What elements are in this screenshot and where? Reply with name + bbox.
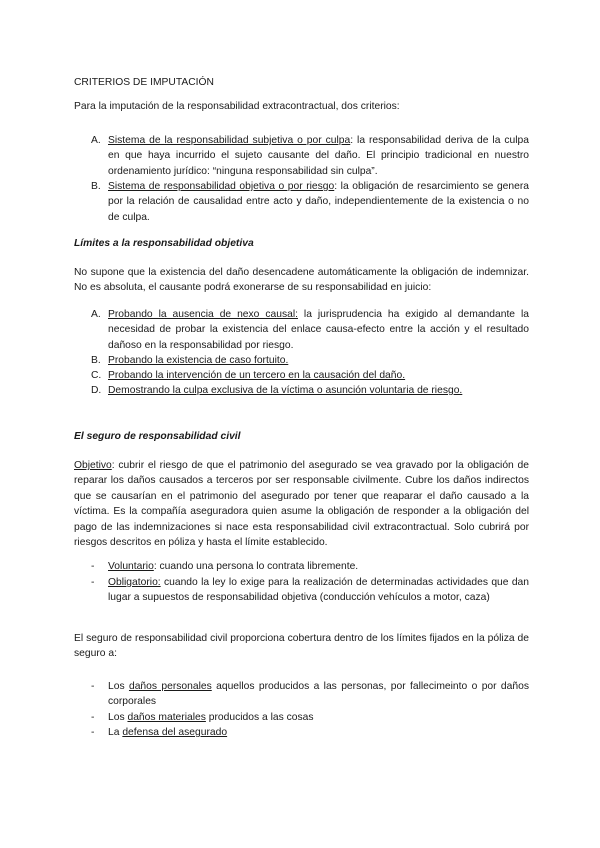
term: daños materiales bbox=[127, 712, 206, 723]
intro-paragraph: Para la imputación de la responsabilidad extracontractual, dos criterios: bbox=[74, 101, 400, 112]
list-marker: C. bbox=[91, 370, 102, 381]
list-item bbox=[91, 710, 529, 725]
list-item bbox=[91, 353, 529, 368]
list-item bbox=[91, 133, 529, 179]
list-marker: B. bbox=[91, 355, 101, 366]
item-text: aquellos producidos a las personas, por fallecimeinto o por daños corporales bbox=[108, 681, 529, 708]
list-marker: B. bbox=[91, 181, 101, 192]
list-item bbox=[91, 725, 529, 740]
term: Probando la ausencia de nexo causal: bbox=[108, 309, 298, 320]
list-marker: - bbox=[91, 681, 95, 692]
term: Probando la existencia de caso fortuito. bbox=[108, 355, 289, 366]
list-item bbox=[91, 307, 529, 353]
item-prefix: Los bbox=[108, 712, 128, 723]
item-text: producidos a las cosas bbox=[205, 712, 314, 723]
term: Obligatorio: bbox=[108, 577, 161, 588]
list-marker: - bbox=[91, 561, 95, 572]
paragraph: El seguro de responsabilidad civil proporciona cobertura dentro de los límites fijados en la póliza de seguro a: bbox=[74, 633, 529, 660]
term: defensa del asegurado bbox=[122, 727, 228, 738]
paragraph: No supone que la existencia del daño desencadene automáticamente la obligación de indemnizar. No es absoluta, el causante podrá exonerarse de su responsabilidad en juicio: bbox=[74, 267, 529, 294]
list-item bbox=[91, 559, 529, 574]
item-text: : cuando una persona lo contrata libremente. bbox=[153, 561, 359, 572]
list-marker: A. bbox=[91, 309, 101, 320]
section-heading: El seguro de responsabilidad civil bbox=[74, 431, 241, 442]
item-text: : la responsabilidad deriva de la culpa en que haya incurrido el sujeto causante del daño. El principio tradicional en nuestro ordenamiento jurídico: “ninguna responsabilidad sin culpa”. bbox=[108, 135, 529, 177]
list-marker: A. bbox=[91, 135, 101, 146]
term: Voluntario bbox=[108, 561, 154, 572]
list-item bbox=[91, 679, 529, 710]
paragraph-text: : cubrir el riesgo de que el patrimonio del asegurado se vea gravado por la obligación de reparar los daños causados a terceros por ser responsable civilmente. Cubre los daños indirectos que se causarían en el patrimonio del asegurado por tener que reaparar el daño causado a la víctima. Es la compañía aseguradora quien asume la obligación de responder a la obligación del pago de las indemnizaciones si nace esta responsabilidad civil extracontractual. Solo cubrirá por riesgos descritos en póliza y hasta el límite establecido. bbox=[74, 460, 529, 549]
item-text: la jurisprudencia ha exigido al demandante la necesidad de probar la existencia del enlace causa-efecto entre la acción y el resultado dañoso en la responsabilidad por riesgo. bbox=[108, 309, 529, 351]
item-prefix: La bbox=[108, 727, 123, 738]
paragraph bbox=[74, 458, 529, 550]
section-title: CRITERIOS DE IMPUTACIÓN bbox=[74, 77, 214, 88]
section-heading: Límites a la responsabilidad objetiva bbox=[74, 238, 254, 249]
term: Demostrando la culpa exclusiva de la víctima o asunción voluntaria de riesgo. bbox=[108, 385, 463, 396]
item-text: cuando la ley lo exige para la realización de determinadas actividades que dan lugar a supuestos de responsabilidad objetiva (conducción vehículos a motor, caza) bbox=[108, 577, 529, 604]
term: daños personales bbox=[128, 681, 212, 692]
term: Objetivo bbox=[74, 460, 112, 471]
term: Sistema de la responsabilidad subjetiva o por culpa bbox=[108, 135, 351, 146]
list-item bbox=[91, 179, 529, 225]
term: Sistema de responsabilidad objetiva o por riesgo bbox=[108, 181, 335, 192]
list-marker: D. bbox=[91, 385, 102, 396]
list-item bbox=[91, 575, 529, 606]
list-item bbox=[91, 383, 529, 398]
item-text: : la obligación de resarcimiento se genera por la relación de causalidad entre acto y daño, independientemente de la existencia o no de culpa. bbox=[108, 181, 530, 223]
list-item bbox=[91, 368, 529, 383]
item-prefix: Los bbox=[108, 681, 129, 692]
list-marker: - bbox=[91, 577, 95, 588]
term: Probando la intervención de un tercero en la causación del daño. bbox=[108, 370, 406, 381]
list-marker: - bbox=[91, 712, 95, 723]
list-marker: - bbox=[91, 727, 95, 738]
